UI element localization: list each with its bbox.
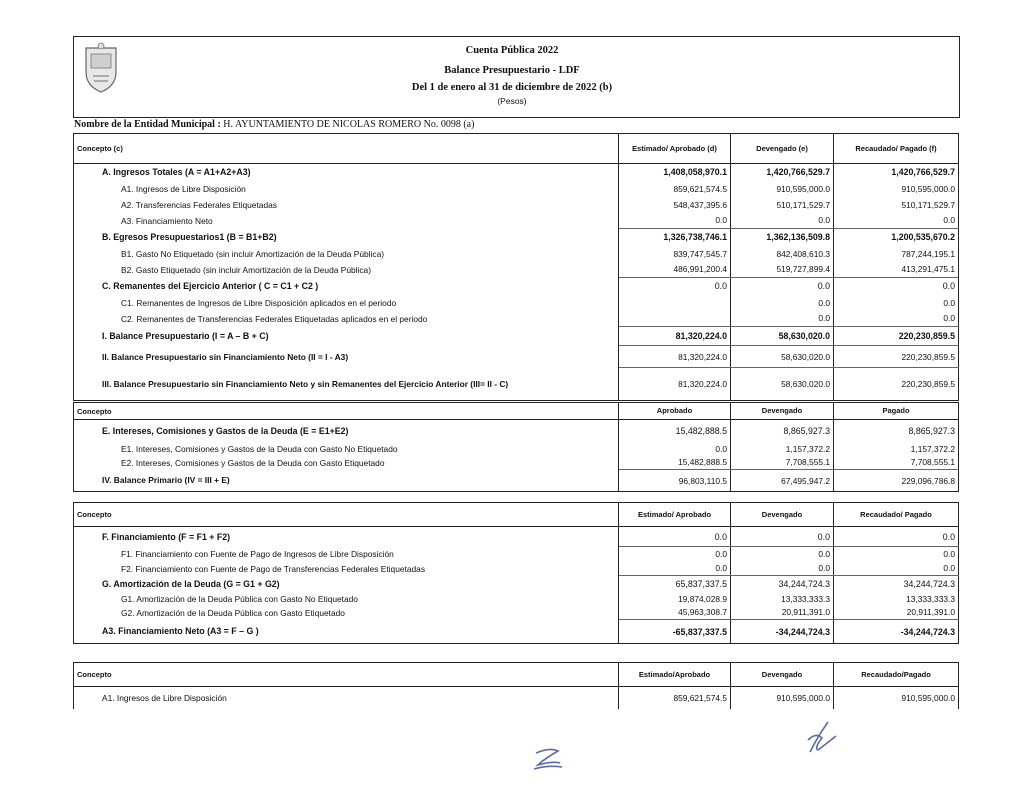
table-cell: IV. Balance Primario (IV = III + E) [74, 470, 619, 492]
table-cell: 548,437,395.6 [619, 197, 731, 213]
table-cell: 220,230,859.5 [834, 368, 959, 401]
table-cell: B1. Gasto No Etiquetado (sin incluir Amortización de la Deuda Pública) [74, 246, 619, 262]
table-cell: 0.0 [731, 295, 834, 311]
report-units: (Pesos) [497, 96, 527, 106]
table-cell [619, 295, 731, 311]
table-header-row [74, 403, 959, 420]
col-header-approved: Aprobado [619, 403, 731, 420]
debt-interest-table [73, 402, 959, 492]
table-cell: 58,630,020.0 [731, 327, 834, 346]
table-row [74, 442, 959, 456]
table-cell: 0.0 [834, 278, 959, 295]
table-cell: 519,727,899.4 [731, 262, 834, 278]
table-cell: A2. Transferencias Federales Etiquetadas [74, 197, 619, 213]
table-cell: B2. Gasto Etiquetado (sin incluir Amortización de la Deuda Pública) [74, 262, 619, 278]
table-cell: 1,420,766,529.7 [834, 164, 959, 181]
table-cell: 58,630,020.0 [731, 346, 834, 368]
table-cell: 859,621,574.5 [619, 687, 731, 709]
table-cell: 81,320,224.0 [619, 327, 731, 346]
table-cell: 1,408,058,970.1 [619, 164, 731, 181]
table-cell: 839,747,545.7 [619, 246, 731, 262]
table-cell: 1,200,535,670.2 [834, 229, 959, 246]
table-row [74, 229, 959, 246]
table-cell: 0.0 [834, 311, 959, 327]
table-cell: 910,595,000.0 [834, 181, 959, 197]
entity-name: H. AYUNTAMIENTO DE NICOLAS ROMERO No. 0098 (a) [223, 119, 475, 130]
col-header-accrued: Devengado (e) [731, 134, 834, 164]
table-cell: 1,420,766,529.7 [731, 164, 834, 181]
table-header-row [74, 663, 959, 687]
table-cell: 0.0 [619, 527, 731, 547]
table-cell: II. Balance Presupuestario sin Financiamiento Neto (II = I - A3) [74, 346, 619, 368]
table-header-row [74, 503, 959, 527]
table-cell: E1. Intereses, Comisiones y Gastos de la Deuda con Gasto No Etiquetado [74, 442, 619, 456]
table-cell: 0.0 [731, 527, 834, 547]
table-cell: 1,157,372.2 [731, 442, 834, 456]
table-row [74, 295, 959, 311]
table-row [74, 547, 959, 562]
col-header-accrued: Devengado [731, 663, 834, 687]
table-cell: 842,408,610.3 [731, 246, 834, 262]
table-row [74, 327, 959, 346]
table-cell: 910,595,000.0 [731, 181, 834, 197]
table-cell: 510,171,529.7 [731, 197, 834, 213]
table-cell: 81,320,224.0 [619, 368, 731, 401]
table-cell: 13,333,333.3 [731, 592, 834, 606]
table-cell: 8,865,927.3 [731, 420, 834, 442]
report-period: Del 1 de enero al 31 de diciembre de 2022 (b) [411, 82, 613, 93]
table-cell: 15,482,888.5 [619, 456, 731, 470]
signature-mark [530, 745, 566, 775]
table-cell: -34,244,724.3 [731, 620, 834, 644]
table-cell: A3. Financiamiento Neto (A3 = F – G ) [74, 620, 619, 644]
table-cell [619, 311, 731, 327]
table-cell: C2. Remanentes de Transferencias Federales Etiquetadas aplicados en el periodo [74, 311, 619, 327]
table-cell: 910,595,000.0 [834, 687, 959, 709]
table-cell: 0.0 [834, 295, 959, 311]
table-cell: 7,708,555.1 [834, 456, 959, 470]
table-cell: 8,865,927.3 [834, 420, 959, 442]
entity-label: Nombre de la Entidad Municipal : [74, 119, 221, 130]
table-cell: 58,630,020.0 [731, 368, 834, 401]
table-cell: 7,708,555.1 [731, 456, 834, 470]
table-cell: 19,874,028.9 [619, 592, 731, 606]
col-header-accrued: Devengado [731, 403, 834, 420]
table-cell: 910,595,000.0 [731, 687, 834, 709]
table-cell: 45,963,308.7 [619, 606, 731, 620]
signature-mark [800, 718, 844, 760]
table-cell: 220,230,859.5 [834, 346, 959, 368]
table-cell: 1,157,372.2 [834, 442, 959, 456]
table-cell: G2. Amortización de la Deuda Pública con Gasto Etiquetado [74, 606, 619, 620]
table-cell: 0.0 [834, 547, 959, 562]
table-cell: E. Intereses, Comisiones y Gastos de la Deuda (E = E1+E2) [74, 420, 619, 442]
table-cell: 0.0 [834, 527, 959, 547]
table-row [74, 592, 959, 606]
table-row [74, 278, 959, 295]
table-cell: 0.0 [834, 562, 959, 576]
financing-table [73, 502, 959, 644]
table-cell: 229,096,786.8 [834, 470, 959, 492]
table-cell: 413,291,475.1 [834, 262, 959, 278]
report-subtitle: Balance Presupuestario - LDF [444, 65, 580, 76]
table-cell: 20,911,391.0 [834, 606, 959, 620]
table-cell: 65,837,337.5 [619, 576, 731, 592]
table-row [74, 197, 959, 213]
table-row [74, 527, 959, 547]
table-cell: 486,991,200.4 [619, 262, 731, 278]
table-cell: F1. Financiamiento con Fuente de Pago de Ingresos de Libre Disposición [74, 547, 619, 562]
report-title: Cuenta Pública 2022 [465, 45, 559, 56]
table-cell: 0.0 [731, 547, 834, 562]
table-cell: 0.0 [834, 213, 959, 229]
table-cell: A. Ingresos Totales (A = A1+A2+A3) [74, 164, 619, 181]
col-header-estimated: Estimado/ Aprobado [619, 503, 731, 527]
table-cell: 0.0 [619, 442, 731, 456]
table-cell: 220,230,859.5 [834, 327, 959, 346]
table-row [74, 346, 959, 368]
table-cell: 13,333,333.3 [834, 592, 959, 606]
table-cell: 0.0 [619, 213, 731, 229]
table-cell: 1,362,136,509.8 [731, 229, 834, 246]
table-cell: E2. Intereses, Comisiones y Gastos de la Deuda con Gasto Etiquetado [74, 456, 619, 470]
table-row [74, 562, 959, 576]
table-cell: 0.0 [619, 547, 731, 562]
table-row [74, 456, 959, 470]
table-cell: G1. Amortización de la Deuda Pública con Gasto No Etiquetado [74, 592, 619, 606]
table-row [74, 181, 959, 197]
table-cell: I. Balance Presupuestario (I = A – B + C) [74, 327, 619, 346]
table-cell: C. Remanentes del Ejercicio Anterior ( C = C1 + C2 ) [74, 278, 619, 295]
table-cell: 67,495,947.2 [731, 470, 834, 492]
table-cell: A1. Ingresos de Libre Disposición [74, 687, 619, 709]
col-header-collected: Recaudado/ Pagado (f) [834, 134, 959, 164]
table-cell: 859,621,574.5 [619, 181, 731, 197]
table-cell: III. Balance Presupuestario sin Financiamiento Neto y sin Remanentes del Ejercicio Anterior (III= II - C) [74, 368, 619, 401]
table-cell: -34,244,724.3 [834, 620, 959, 644]
table-cell: -65,837,337.5 [619, 620, 731, 644]
table-cell: 0.0 [731, 278, 834, 295]
col-header-collected: Recaudado/Pagado [834, 663, 959, 687]
table-row [74, 246, 959, 262]
table-cell: F2. Financiamiento con Fuente de Pago de Transferencias Federales Etiquetadas [74, 562, 619, 576]
table-cell: 15,482,888.5 [619, 420, 731, 442]
table-row [74, 164, 959, 181]
table-cell: 0.0 [619, 562, 731, 576]
table-row [74, 262, 959, 278]
table-row [74, 687, 959, 709]
table-cell: F. Financiamiento (F = F1 + F2) [74, 527, 619, 547]
col-header-estimated: Estimado/Aprobado [619, 663, 731, 687]
table-cell: 0.0 [731, 311, 834, 327]
free-disposition-table [73, 662, 959, 709]
table-row [74, 606, 959, 620]
table-cell: 510,171,529.7 [834, 197, 959, 213]
table-header-row [74, 134, 959, 164]
table-row [74, 576, 959, 592]
table-cell: G. Amortización de la Deuda (G = G1 + G2) [74, 576, 619, 592]
table-row [74, 470, 959, 492]
table-cell: 1,326,738,746.1 [619, 229, 731, 246]
table-cell: 787,244,195.1 [834, 246, 959, 262]
table-cell: 34,244,724.3 [834, 576, 959, 592]
table-row [74, 420, 959, 442]
col-header-concept: Concepto [74, 403, 619, 420]
table-cell: A3. Financiamiento Neto [74, 213, 619, 229]
col-header-accrued: Devengado [731, 503, 834, 527]
table-cell: 81,320,224.0 [619, 346, 731, 368]
col-header-concept: Concepto (c) [74, 134, 619, 164]
table-cell: 0.0 [731, 562, 834, 576]
table-cell: A1. Ingresos de Libre Disposición [74, 181, 619, 197]
table-cell: C1. Remanentes de Ingresos de Libre Disposición aplicados en el periodo [74, 295, 619, 311]
table-cell: 0.0 [731, 213, 834, 229]
table-cell: 0.0 [619, 278, 731, 295]
col-header-paid: Pagado [834, 403, 959, 420]
table-row [74, 620, 959, 644]
table-cell: 96,803,110.5 [619, 470, 731, 492]
col-header-concept: Concepto [74, 663, 619, 687]
table-row [74, 213, 959, 229]
table-row [74, 311, 959, 327]
table-row [74, 368, 959, 401]
table-cell: 20,911,391.0 [731, 606, 834, 620]
table-cell: B. Egresos Presupuestarios1 (B = B1+B2) [74, 229, 619, 246]
table-cell: 34,244,724.3 [731, 576, 834, 592]
entity-line [74, 119, 474, 130]
col-header-estimated: Estimado/ Aprobado (d) [619, 134, 731, 164]
col-header-concept: Concepto [74, 503, 619, 527]
col-header-collected: Recaudado/ Pagado [834, 503, 959, 527]
budget-balance-table [73, 133, 959, 401]
